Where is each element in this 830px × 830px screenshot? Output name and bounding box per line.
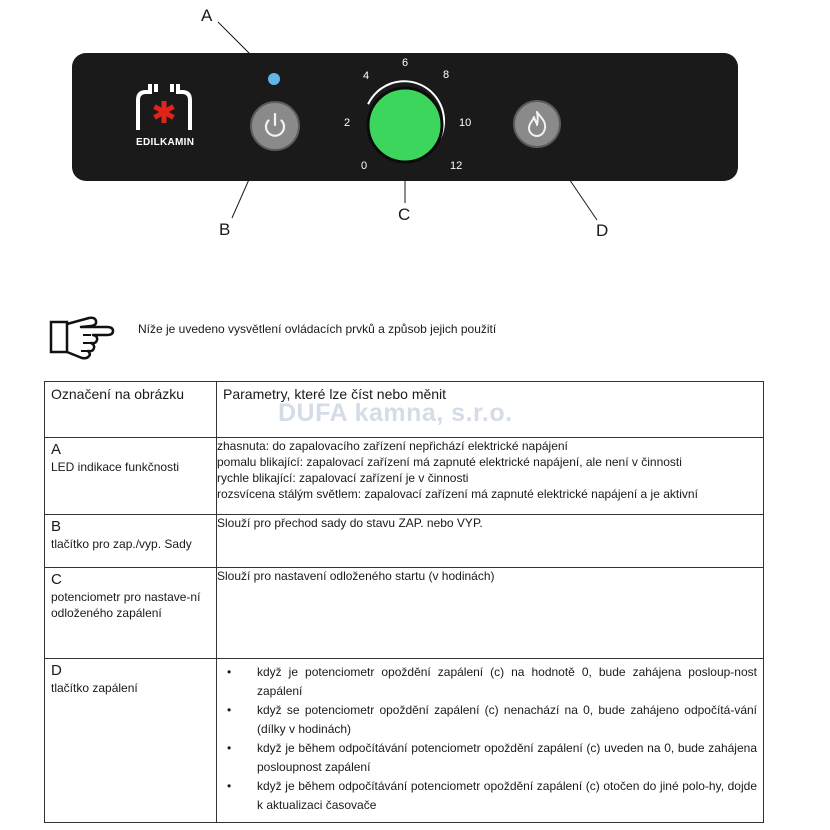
callout-b: B	[219, 220, 231, 239]
label-cell	[45, 438, 217, 515]
description-cell	[217, 515, 764, 568]
bullet-list	[217, 659, 763, 815]
ignition-button[interactable]	[514, 101, 560, 147]
description-line: rychle blikající: zapalovací zařízení je v činnosti	[217, 471, 469, 485]
knob-scale-6: 6	[402, 57, 409, 69]
power-button[interactable]	[251, 102, 299, 150]
edilkamin-logo-icon	[138, 84, 190, 130]
header-parameters: Parametry, které lze číst nebo měnit	[217, 382, 764, 438]
row-name: tlačítko pro zap./vyp. Sady	[51, 537, 192, 551]
list-item: • když je potenciometr opoždění zapálení (c) na hodnotě 0, bude zahájena posloup-nost zapálení	[223, 663, 757, 701]
description-cell	[217, 438, 764, 515]
knob	[368, 88, 442, 162]
description-line: rozsvícena stálým světlem: zapalovací zařízení má zapnuté elektrické napájení a je aktivní	[217, 487, 698, 501]
description-cell	[217, 659, 764, 823]
knob-scale-2: 2	[344, 117, 351, 129]
panel-drawing	[0, 0, 830, 260]
delay-potentiometer[interactable]	[368, 81, 444, 162]
leader-line-b	[232, 150, 262, 218]
leader-line-d	[548, 148, 597, 220]
watermark: DUFA kamna, s.r.o.	[278, 399, 513, 427]
row-name: LED indikace funkčnosti	[51, 460, 180, 474]
table-row	[45, 659, 764, 823]
callout-a: A	[201, 6, 213, 25]
table-row	[45, 515, 764, 568]
list-item: • když je během odpočítávání potenciometr opoždění zapálení (c) otočen do jiné polo-hy, dojde k aktualizaci časovače	[223, 777, 757, 815]
row-letter: B	[51, 518, 62, 535]
label-cell	[45, 515, 217, 568]
list-item: • když se potenciometr opoždění zapálení (c) nenachází na 0, bude zahájeno odpočítá-vání (dílky v hodinách)	[223, 701, 757, 739]
label-cell	[45, 568, 217, 659]
row-name: potenciometr pro nastave-ní odloženého zapálení	[51, 590, 201, 620]
row-name: tlačítko zapálení	[51, 681, 138, 695]
row-letter: D	[51, 662, 62, 679]
leader-line-a	[218, 22, 266, 70]
knob-scale-0: 0	[361, 160, 368, 172]
table-row	[45, 438, 764, 515]
controls-table	[44, 381, 764, 823]
knob-scale-4: 4	[363, 70, 370, 82]
knob-scale-10: 10	[459, 117, 472, 129]
description-line: zhasnuta: do zapalovacího zařízení nepřichází elektrické napájení	[217, 439, 568, 453]
callout-d: D	[596, 221, 609, 240]
knob-scale-12: 12	[450, 160, 463, 172]
label-cell	[45, 659, 217, 823]
list-item: • když je během odpočítávání potenciometr opoždění zapálení (c) uveden na 0, bude zahájena posloupnost zapálení	[223, 739, 757, 777]
table-row	[45, 568, 764, 659]
pointing-hand-icon	[45, 312, 117, 362]
description-line: pomalu blikající: zapalovací zařízení má zapnuté elektrické napájení, ale není v činnosti	[217, 455, 682, 469]
row-letter: C	[51, 571, 62, 588]
description-line: Slouží pro přechod sady do stavu ZAP. nebo VYP.	[217, 516, 483, 530]
callout-c: C	[398, 205, 411, 224]
intro-text: Níže je uvedeno vysvětlení ovládacích prvků a způsob jejich použití	[138, 322, 497, 336]
header-label: Označení na obrázku	[45, 382, 217, 438]
knob-scale-8: 8	[443, 69, 450, 81]
brand-name: EDILKAMIN	[136, 137, 195, 148]
row-letter: A	[51, 441, 62, 458]
description-cell	[217, 568, 764, 659]
description-line: Slouží pro nastavení odloženého startu (v hodinách)	[217, 569, 495, 583]
led-indicator	[268, 73, 280, 85]
